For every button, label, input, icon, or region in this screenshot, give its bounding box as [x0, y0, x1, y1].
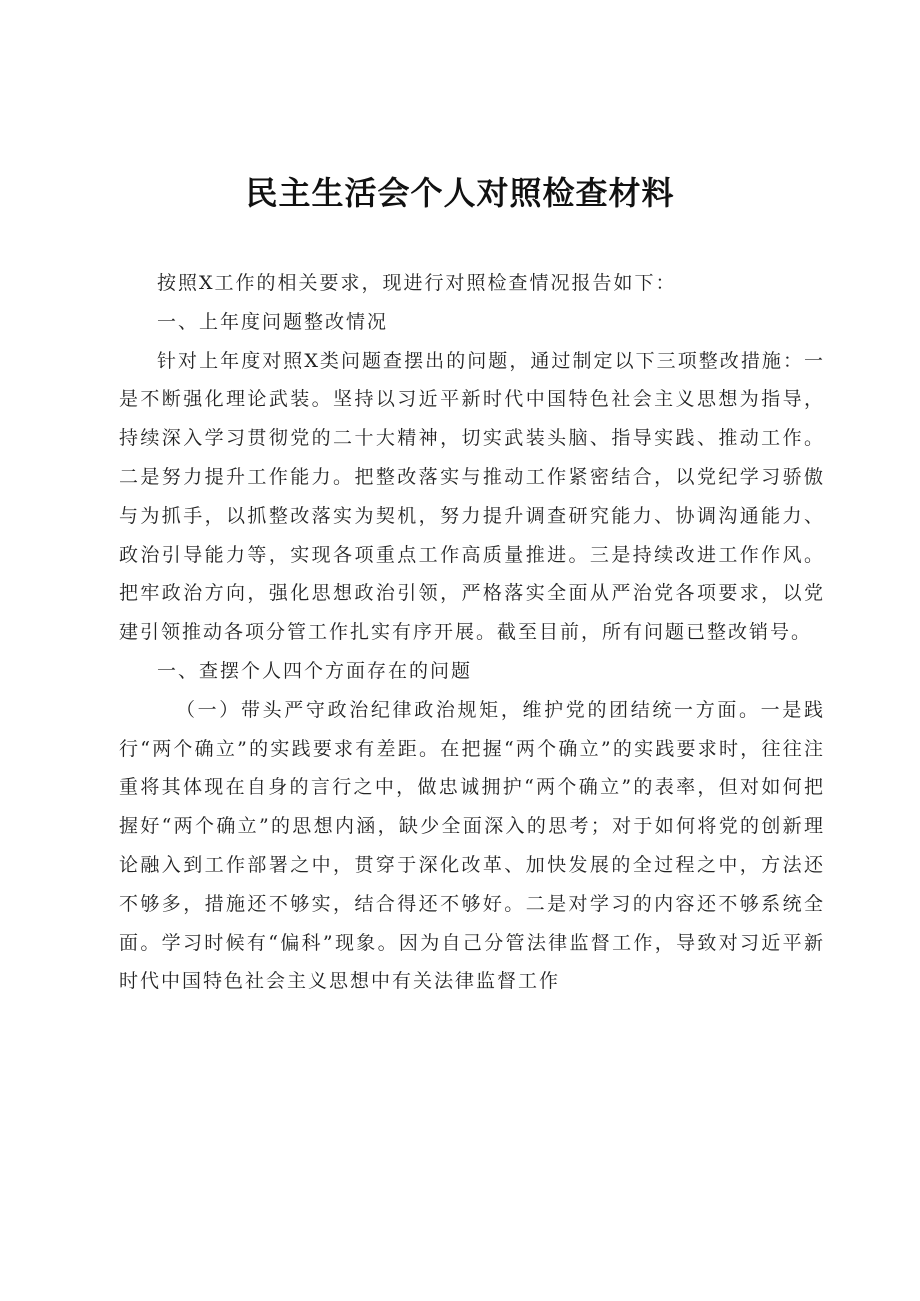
- intro-paragraph: 按照X工作的相关要求，现进行对照检查情况报告如下：: [157, 272, 677, 294]
- problems-paragraph: （一）带头严守政治纪律政治规矩，维护党的团结统一方面。一是践行“两个确立”的实践要求有差距。在把握“两个确立”的实践要求时，往往注重将其体现在自身的言行之中，做忠诚拥护“两个确立”的表率，但对如何把握好“两个确立”的思想内涵，缺少全面深入的思考；对于如何将党的创新理论融入到工作部署之中，贯穿于深化改革、加快发展的全过程之中，方法还不够多，措施还不够实，结合得还不够好。二是对学习的内容还不够系统全面。学习时候有“偏科”现象。因为自己分管法律监督工作，导致对习近平新时代中国特色社会主义思想中有关法律监督工作: [119, 698, 825, 993]
- section-heading-rectification: 一、上年度问题整改情况: [157, 310, 389, 333]
- document-body: [119, 264, 825, 1001]
- document-title: 民主生活会个人对照检查材料: [245, 174, 675, 212]
- section-heading-problems: 一、查摆个人四个方面存在的问题: [157, 659, 473, 682]
- rectification-paragraph: 针对上年度对照X类问题查摆出的问题，通过制定以下三项整改措施：一是不断强化理论武装。坚持以习近平新时代中国特色社会主义思想为指导，持续深入学习贯彻党的二十大精神，切实武装头脑、指导实践、推动工作。二是努力提升工作能力。把整改落实与推动工作紧密结合，以党纪学习骄傲与为抓手，以抓整改落实为契机，努力提升调查研究能力、协调沟通能力、政治引导能力等，实现各项重点工作高质量推进。三是持续改进工作作风。把牢政治方向，强化思想政治引领，严格落实全面从严治党各项要求，以党建引领推动各项分管工作扎实有序开展。截至目前，所有问题已整改销号。: [119, 349, 825, 644]
